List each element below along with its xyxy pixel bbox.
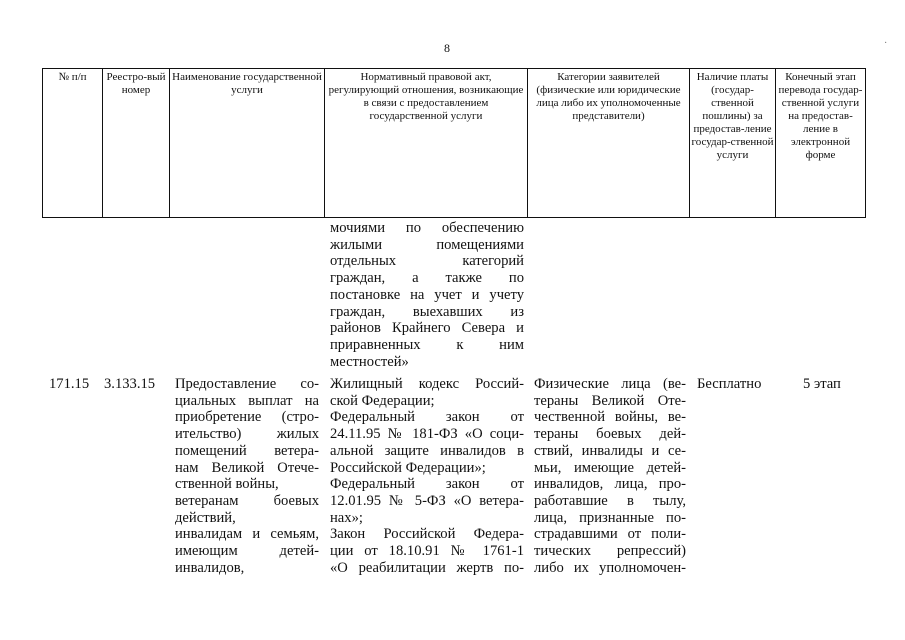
text-line: Жилищный кодекс Россий- xyxy=(330,376,524,392)
text-line: действий, xyxy=(175,509,236,526)
header-service-name: Наименование государственной услуги xyxy=(170,69,325,218)
text-line: районов Крайнего Севера и xyxy=(330,320,524,337)
row-service-name xyxy=(175,376,319,576)
text-line: Федеральный закон от xyxy=(330,409,524,426)
text-line: работавшие в тылу, xyxy=(534,492,686,509)
text-line: Федеральный закон от xyxy=(330,476,524,493)
text-line: «О реабилитации жертв по- xyxy=(330,559,524,576)
services-registry-table xyxy=(42,68,866,218)
text-line: 24.11.95 № 181-ФЗ «О соци- xyxy=(330,426,524,443)
text-line: граждан, а также по xyxy=(330,270,524,287)
header-fee: Наличие платы (государ-ственной пошлины) за предостав-ление государ-ственной услуги xyxy=(690,69,776,218)
text-line: ственной войны, xyxy=(175,476,279,493)
text-line: ительство) жилых xyxy=(175,426,319,443)
text-line: циальных выплат на xyxy=(175,392,319,409)
text-line: лица, признанные по- xyxy=(534,509,686,526)
header-applicant-categories: Категории заявителей (физические или юридические лица либо их уполномоченные представители) xyxy=(528,69,690,218)
text-line: приравненных к ним xyxy=(330,336,524,353)
text-line: жилыми помещениями xyxy=(330,236,524,253)
text-line: ции от 18.10.91 № 1761-1 xyxy=(330,543,524,560)
text-line: Физические лица (ве- xyxy=(534,376,686,392)
header-legal-act: Нормативный правовой акт, регулирующий отношения, возникающие в связи с предоставлением государственной услуги xyxy=(325,69,528,218)
text-line: мьи, имеющие детей- xyxy=(534,459,686,476)
row-legal-act xyxy=(330,376,524,576)
text-line: страдавшими от поли- xyxy=(534,526,686,543)
text-line: Закон Российской Федера- xyxy=(330,526,524,543)
text-line: мочиями по обеспечению xyxy=(330,220,524,236)
text-line: имеющим детей- xyxy=(175,543,319,560)
text-line: Российской Федерации»; xyxy=(330,459,486,476)
text-line: местностей» xyxy=(330,353,409,370)
text-line: отдельных категорий xyxy=(330,253,524,270)
text-line: 12.01.95 № 5-ФЗ «О ветера- xyxy=(330,492,524,509)
continuation-legal-act-text xyxy=(330,220,524,370)
row-registry-number: 3.133.15 xyxy=(104,376,156,392)
row-number: 171.15 xyxy=(49,376,90,392)
text-line: приобретение (стро- xyxy=(175,409,319,426)
text-line: инвалидам и семьям, xyxy=(175,526,319,543)
row-applicant-categories xyxy=(534,376,686,576)
row-fee: Бесплатно xyxy=(697,376,762,392)
scan-mark: · xyxy=(884,38,888,49)
text-line: ской Федерации; xyxy=(330,392,435,409)
header-final-stage: Конечный этап перевода государ-ственной услуги на предостав-ление в электронной форме xyxy=(776,69,866,218)
page-number: 8 xyxy=(444,41,450,55)
row-final-stage: 5 этап xyxy=(803,376,841,392)
text-line: тераны боевых дей- xyxy=(534,426,686,443)
text-line: помещений ветера- xyxy=(175,442,319,459)
text-line: чественной войны, ве- xyxy=(534,409,686,426)
text-line: Предоставление со- xyxy=(175,376,319,392)
text-line: ствий, инвалиды и се- xyxy=(534,442,686,459)
text-line: постановке на учет и учету xyxy=(330,286,524,303)
text-line: нам Великой Отече- xyxy=(175,459,319,476)
text-line: тераны Великой Оте- xyxy=(534,392,686,409)
table-header-row xyxy=(43,69,866,218)
text-line: инвалидов, xyxy=(175,559,245,576)
text-line: нах»; xyxy=(330,509,363,526)
header-registry-number: Реестро-вый номер xyxy=(103,69,170,218)
text-line: инвалидов, лица, про- xyxy=(534,476,686,493)
text-line: граждан, выехавших из xyxy=(330,303,524,320)
text-line: альной защите инвалидов в xyxy=(330,442,524,459)
header-number: № п/п xyxy=(43,69,103,218)
text-line: тических репрессий) xyxy=(534,543,686,560)
text-line: либо их уполномочен- xyxy=(534,559,686,576)
text-line: ветеранам боевых xyxy=(175,492,319,509)
